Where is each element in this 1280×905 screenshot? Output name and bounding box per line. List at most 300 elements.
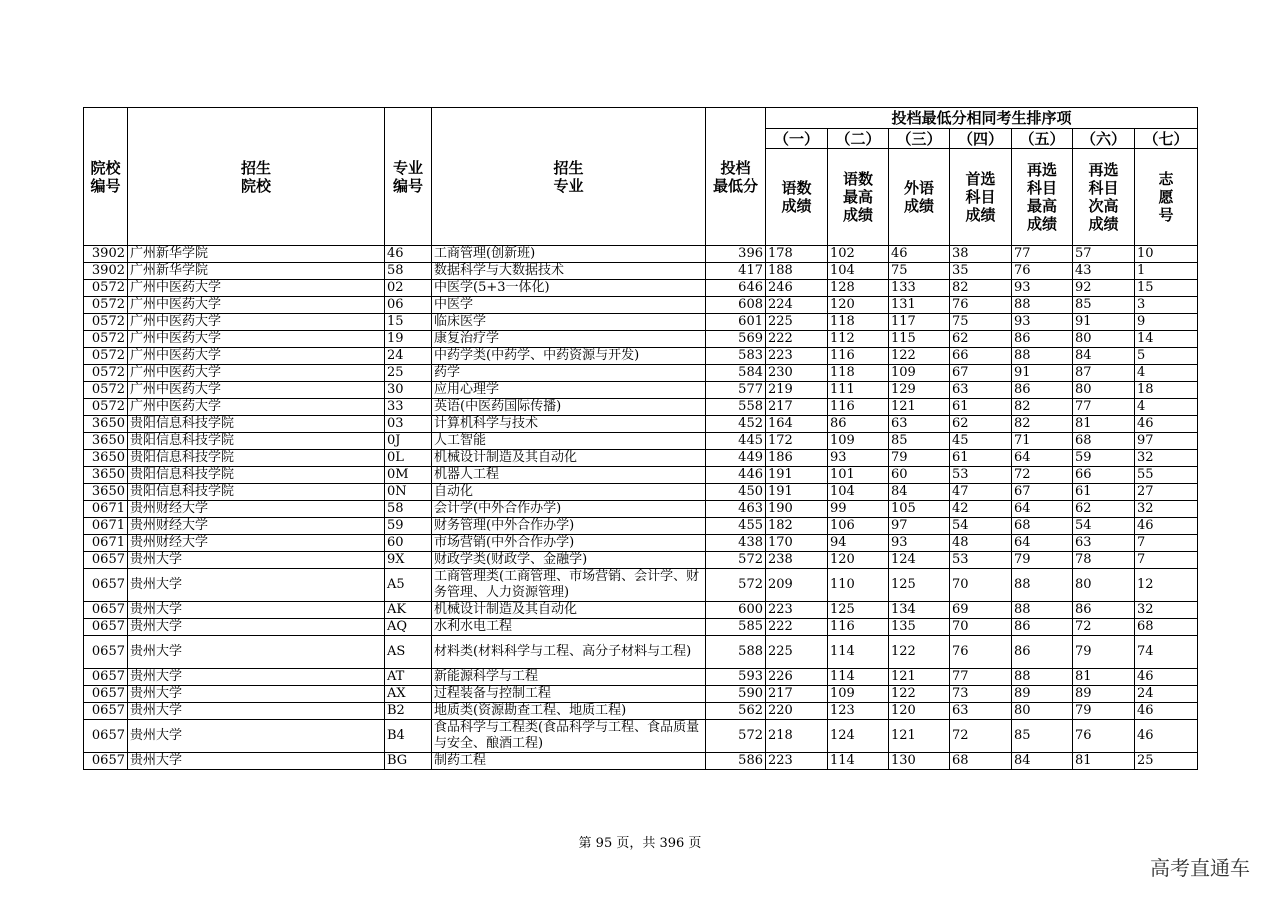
header-ranking-number: （四） bbox=[950, 129, 1012, 149]
score-cell: 121 bbox=[889, 399, 950, 416]
score-cell: 78 bbox=[1073, 552, 1135, 569]
score-cell: 10 bbox=[1135, 246, 1198, 263]
school-code-cell: 3650 bbox=[84, 450, 128, 467]
score-cell: 122 bbox=[889, 636, 950, 669]
header-ranking-number: （五） bbox=[1012, 129, 1073, 149]
score-cell: 76 bbox=[950, 636, 1012, 669]
table-row bbox=[84, 382, 1198, 399]
score-cell: 128 bbox=[828, 280, 889, 297]
score-cell: 61 bbox=[950, 450, 1012, 467]
min-score-cell: 590 bbox=[706, 686, 766, 703]
score-cell: 79 bbox=[1012, 552, 1073, 569]
page-footer: 第 95 页，共 396 页 bbox=[578, 836, 702, 851]
school-code-cell: 0671 bbox=[84, 501, 128, 518]
major-name-cell: 材料类(材料科学与工程、高分子材料与工程) bbox=[432, 636, 706, 669]
score-cell: 101 bbox=[828, 467, 889, 484]
major-code-cell: AX bbox=[385, 686, 432, 703]
table-row bbox=[84, 450, 1198, 467]
major-code-cell: 0J bbox=[385, 433, 432, 450]
table-row bbox=[84, 365, 1198, 382]
major-code-cell: 9X bbox=[385, 552, 432, 569]
score-cell: 77 bbox=[1012, 246, 1073, 263]
score-cell: 72 bbox=[1012, 467, 1073, 484]
school-name-cell: 广州中医药大学 bbox=[128, 348, 385, 365]
min-score-cell: 438 bbox=[706, 535, 766, 552]
major-name-cell: 会计学(中外合作办学) bbox=[432, 501, 706, 518]
school-name-cell: 贵州大学 bbox=[128, 602, 385, 619]
header-ranking-number: （七） bbox=[1135, 129, 1198, 149]
score-cell: 86 bbox=[1073, 602, 1135, 619]
min-score-cell: 586 bbox=[706, 753, 766, 770]
score-cell: 5 bbox=[1135, 348, 1198, 365]
score-cell: 122 bbox=[889, 686, 950, 703]
score-cell: 188 bbox=[766, 263, 828, 280]
major-code-cell: 30 bbox=[385, 382, 432, 399]
school-code-cell: 3902 bbox=[84, 263, 128, 280]
score-cell: 93 bbox=[889, 535, 950, 552]
header-ranking-number: （六） bbox=[1073, 129, 1135, 149]
score-cell: 94 bbox=[828, 535, 889, 552]
header-ranking-number: （三） bbox=[889, 129, 950, 149]
score-cell: 82 bbox=[950, 280, 1012, 297]
score-cell: 121 bbox=[889, 669, 950, 686]
major-name-cell: 人工智能 bbox=[432, 433, 706, 450]
major-code-cell: 02 bbox=[385, 280, 432, 297]
school-name-cell: 贵阳信息科技学院 bbox=[128, 484, 385, 501]
major-code-cell: AK bbox=[385, 602, 432, 619]
major-code-cell: 33 bbox=[385, 399, 432, 416]
score-cell: 62 bbox=[1073, 501, 1135, 518]
score-cell: 81 bbox=[1073, 669, 1135, 686]
major-code-cell: 06 bbox=[385, 297, 432, 314]
major-name-cell: 财政学类(财政学、金融学) bbox=[432, 552, 706, 569]
score-cell: 116 bbox=[828, 399, 889, 416]
school-code-cell: 0572 bbox=[84, 297, 128, 314]
score-cell: 77 bbox=[1073, 399, 1135, 416]
table-row bbox=[84, 416, 1198, 433]
table-row bbox=[84, 348, 1198, 365]
major-code-cell: AQ bbox=[385, 619, 432, 636]
score-cell: 79 bbox=[889, 450, 950, 467]
school-name-cell: 广州中医药大学 bbox=[128, 399, 385, 416]
major-name-cell: 计算机科学与技术 bbox=[432, 416, 706, 433]
score-cell: 62 bbox=[950, 331, 1012, 348]
major-name-cell: 机械设计制造及其自动化 bbox=[432, 450, 706, 467]
major-code-cell: 59 bbox=[385, 518, 432, 535]
min-score-cell: 569 bbox=[706, 331, 766, 348]
school-code-cell: 3650 bbox=[84, 467, 128, 484]
min-score-cell: 572 bbox=[706, 552, 766, 569]
score-cell: 25 bbox=[1135, 753, 1198, 770]
table-row bbox=[84, 602, 1198, 619]
score-cell: 246 bbox=[766, 280, 828, 297]
score-cell: 80 bbox=[1073, 382, 1135, 399]
major-code-cell: AS bbox=[385, 636, 432, 669]
school-name-cell: 贵州大学 bbox=[128, 686, 385, 703]
score-cell: 133 bbox=[889, 280, 950, 297]
school-name-cell: 贵阳信息科技学院 bbox=[128, 450, 385, 467]
score-cell: 68 bbox=[1012, 518, 1073, 535]
table-row bbox=[84, 297, 1198, 314]
score-cell: 88 bbox=[1012, 348, 1073, 365]
school-name-cell: 贵阳信息科技学院 bbox=[128, 433, 385, 450]
major-name-cell: 制药工程 bbox=[432, 753, 706, 770]
score-cell: 77 bbox=[950, 669, 1012, 686]
score-cell: 93 bbox=[1012, 280, 1073, 297]
score-cell: 7 bbox=[1135, 535, 1198, 552]
score-cell: 81 bbox=[1073, 753, 1135, 770]
header-school-code: 院校 编号 bbox=[84, 108, 128, 246]
score-cell: 68 bbox=[1073, 433, 1135, 450]
score-cell: 53 bbox=[950, 467, 1012, 484]
min-score-cell: 572 bbox=[706, 569, 766, 602]
score-cell: 89 bbox=[1012, 686, 1073, 703]
min-score-cell: 646 bbox=[706, 280, 766, 297]
major-name-cell: 地质类(资源勘查工程、地质工程) bbox=[432, 703, 706, 720]
major-code-cell: 46 bbox=[385, 246, 432, 263]
table-row bbox=[84, 703, 1198, 720]
score-cell: 104 bbox=[828, 484, 889, 501]
table-row bbox=[84, 619, 1198, 636]
score-cell: 182 bbox=[766, 518, 828, 535]
score-cell: 9 bbox=[1135, 314, 1198, 331]
score-cell: 88 bbox=[1012, 602, 1073, 619]
score-cell: 131 bbox=[889, 297, 950, 314]
score-cell: 59 bbox=[1073, 450, 1135, 467]
school-code-cell: 0572 bbox=[84, 382, 128, 399]
score-cell: 225 bbox=[766, 314, 828, 331]
major-name-cell: 中医学 bbox=[432, 297, 706, 314]
score-cell: 111 bbox=[828, 382, 889, 399]
school-code-cell: 0657 bbox=[84, 703, 128, 720]
min-score-cell: 583 bbox=[706, 348, 766, 365]
score-cell: 66 bbox=[950, 348, 1012, 365]
score-cell: 63 bbox=[950, 703, 1012, 720]
table-row bbox=[84, 433, 1198, 450]
school-code-cell: 0657 bbox=[84, 636, 128, 669]
score-cell: 223 bbox=[766, 602, 828, 619]
min-score-cell: 601 bbox=[706, 314, 766, 331]
score-cell: 186 bbox=[766, 450, 828, 467]
school-code-cell: 0572 bbox=[84, 348, 128, 365]
min-score-cell: 446 bbox=[706, 467, 766, 484]
score-cell: 4 bbox=[1135, 399, 1198, 416]
score-cell: 76 bbox=[1073, 720, 1135, 753]
school-code-cell: 3650 bbox=[84, 433, 128, 450]
score-cell: 84 bbox=[1012, 753, 1073, 770]
score-cell: 72 bbox=[950, 720, 1012, 753]
score-cell: 85 bbox=[889, 433, 950, 450]
score-cell: 47 bbox=[950, 484, 1012, 501]
school-name-cell: 贵州大学 bbox=[128, 753, 385, 770]
score-cell: 46 bbox=[1135, 720, 1198, 753]
score-cell: 68 bbox=[950, 753, 1012, 770]
score-cell: 85 bbox=[1073, 297, 1135, 314]
score-cell: 106 bbox=[828, 518, 889, 535]
score-cell: 74 bbox=[1135, 636, 1198, 669]
score-cell: 82 bbox=[1012, 416, 1073, 433]
major-name-cell: 工商管理(创新班) bbox=[432, 246, 706, 263]
score-cell: 70 bbox=[950, 619, 1012, 636]
score-cell: 102 bbox=[828, 246, 889, 263]
table-row bbox=[84, 280, 1198, 297]
major-code-cell: BG bbox=[385, 753, 432, 770]
score-cell: 178 bbox=[766, 246, 828, 263]
table-row bbox=[84, 399, 1198, 416]
score-cell: 109 bbox=[828, 686, 889, 703]
score-cell: 87 bbox=[1073, 365, 1135, 382]
score-cell: 110 bbox=[828, 569, 889, 602]
min-score-cell: 562 bbox=[706, 703, 766, 720]
major-code-cell: 15 bbox=[385, 314, 432, 331]
school-name-cell: 广州中医药大学 bbox=[128, 382, 385, 399]
score-cell: 53 bbox=[950, 552, 1012, 569]
score-cell: 191 bbox=[766, 467, 828, 484]
score-cell: 104 bbox=[828, 263, 889, 280]
score-cell: 122 bbox=[889, 348, 950, 365]
score-cell: 92 bbox=[1073, 280, 1135, 297]
score-cell: 45 bbox=[950, 433, 1012, 450]
score-cell: 76 bbox=[1012, 263, 1073, 280]
score-cell: 170 bbox=[766, 535, 828, 552]
major-code-cell: 0M bbox=[385, 467, 432, 484]
score-cell: 114 bbox=[828, 669, 889, 686]
school-code-cell: 0657 bbox=[84, 686, 128, 703]
score-cell: 209 bbox=[766, 569, 828, 602]
score-cell: 190 bbox=[766, 501, 828, 518]
score-cell: 81 bbox=[1073, 416, 1135, 433]
score-cell: 46 bbox=[1135, 703, 1198, 720]
score-cell: 79 bbox=[1073, 703, 1135, 720]
school-name-cell: 贵州财经大学 bbox=[128, 501, 385, 518]
min-score-cell: 445 bbox=[706, 433, 766, 450]
major-code-cell: B2 bbox=[385, 703, 432, 720]
school-code-cell: 0671 bbox=[84, 535, 128, 552]
score-cell: 238 bbox=[766, 552, 828, 569]
score-cell: 24 bbox=[1135, 686, 1198, 703]
school-name-cell: 贵州大学 bbox=[128, 569, 385, 602]
major-code-cell: 03 bbox=[385, 416, 432, 433]
table-row bbox=[84, 263, 1198, 280]
score-cell: 118 bbox=[828, 365, 889, 382]
header-ranking-label: 再选 科目 最高 成绩 bbox=[1012, 149, 1073, 246]
major-name-cell: 新能源科学与工程 bbox=[432, 669, 706, 686]
score-cell: 222 bbox=[766, 619, 828, 636]
score-cell: 64 bbox=[1012, 535, 1073, 552]
min-score-cell: 572 bbox=[706, 720, 766, 753]
table-row bbox=[84, 720, 1198, 753]
score-cell: 27 bbox=[1135, 484, 1198, 501]
score-cell: 38 bbox=[950, 246, 1012, 263]
score-cell: 230 bbox=[766, 365, 828, 382]
score-cell: 93 bbox=[1012, 314, 1073, 331]
major-name-cell: 自动化 bbox=[432, 484, 706, 501]
school-name-cell: 广州中医药大学 bbox=[128, 297, 385, 314]
score-cell: 61 bbox=[1073, 484, 1135, 501]
school-code-cell: 0657 bbox=[84, 602, 128, 619]
score-cell: 97 bbox=[889, 518, 950, 535]
score-cell: 223 bbox=[766, 348, 828, 365]
score-cell: 224 bbox=[766, 297, 828, 314]
score-cell: 112 bbox=[828, 331, 889, 348]
score-cell: 130 bbox=[889, 753, 950, 770]
score-cell: 123 bbox=[828, 703, 889, 720]
school-code-cell: 0657 bbox=[84, 552, 128, 569]
score-cell: 116 bbox=[828, 619, 889, 636]
score-cell: 86 bbox=[1012, 619, 1073, 636]
min-score-cell: 600 bbox=[706, 602, 766, 619]
table-header bbox=[84, 108, 1198, 246]
score-cell: 75 bbox=[889, 263, 950, 280]
header-ranking-label: 志 愿 号 bbox=[1135, 149, 1198, 246]
major-name-cell: 市场营销(中外合作办学) bbox=[432, 535, 706, 552]
major-code-cell: 0L bbox=[385, 450, 432, 467]
major-code-cell: A5 bbox=[385, 569, 432, 602]
header-ranking-number: （一） bbox=[766, 129, 828, 149]
score-cell: 117 bbox=[889, 314, 950, 331]
score-cell: 220 bbox=[766, 703, 828, 720]
score-cell: 3 bbox=[1135, 297, 1198, 314]
score-cell: 75 bbox=[950, 314, 1012, 331]
table-row bbox=[84, 518, 1198, 535]
score-cell: 124 bbox=[889, 552, 950, 569]
header-ranking-label: 语数 最高 成绩 bbox=[828, 149, 889, 246]
school-name-cell: 贵州大学 bbox=[128, 703, 385, 720]
major-name-cell: 中医学(5+3一体化) bbox=[432, 280, 706, 297]
school-code-cell: 0572 bbox=[84, 314, 128, 331]
score-cell: 89 bbox=[1073, 686, 1135, 703]
score-cell: 91 bbox=[1073, 314, 1135, 331]
min-score-cell: 588 bbox=[706, 636, 766, 669]
score-cell: 222 bbox=[766, 331, 828, 348]
table-row bbox=[84, 552, 1198, 569]
table-row bbox=[84, 535, 1198, 552]
score-cell: 12 bbox=[1135, 569, 1198, 602]
table-row bbox=[84, 686, 1198, 703]
school-name-cell: 广州新华学院 bbox=[128, 263, 385, 280]
min-score-cell: 450 bbox=[706, 484, 766, 501]
score-cell: 1 bbox=[1135, 263, 1198, 280]
header-min-score: 投档 最低分 bbox=[706, 108, 766, 246]
score-cell: 84 bbox=[889, 484, 950, 501]
score-cell: 72 bbox=[1073, 619, 1135, 636]
score-cell: 15 bbox=[1135, 280, 1198, 297]
score-cell: 105 bbox=[889, 501, 950, 518]
table-row bbox=[84, 246, 1198, 263]
school-name-cell: 贵州大学 bbox=[128, 552, 385, 569]
school-name-cell: 贵阳信息科技学院 bbox=[128, 416, 385, 433]
table-row bbox=[84, 753, 1198, 770]
header-ranking-label: 首选 科目 成绩 bbox=[950, 149, 1012, 246]
score-cell: 70 bbox=[950, 569, 1012, 602]
table-row bbox=[84, 331, 1198, 348]
score-cell: 42 bbox=[950, 501, 1012, 518]
table-body bbox=[84, 246, 1198, 770]
major-name-cell: 机械设计制造及其自动化 bbox=[432, 602, 706, 619]
score-cell: 116 bbox=[828, 348, 889, 365]
school-name-cell: 广州中医药大学 bbox=[128, 331, 385, 348]
header-ranking-number: （二） bbox=[828, 129, 889, 149]
score-cell: 55 bbox=[1135, 467, 1198, 484]
score-cell: 191 bbox=[766, 484, 828, 501]
min-score-cell: 463 bbox=[706, 501, 766, 518]
school-code-cell: 0572 bbox=[84, 365, 128, 382]
score-cell: 71 bbox=[1012, 433, 1073, 450]
score-cell: 129 bbox=[889, 382, 950, 399]
score-cell: 124 bbox=[828, 720, 889, 753]
table-row bbox=[84, 467, 1198, 484]
score-cell: 99 bbox=[828, 501, 889, 518]
major-code-cell: AT bbox=[385, 669, 432, 686]
score-cell: 61 bbox=[950, 399, 1012, 416]
score-cell: 60 bbox=[889, 467, 950, 484]
score-cell: 4 bbox=[1135, 365, 1198, 382]
score-cell: 57 bbox=[1073, 246, 1135, 263]
major-name-cell: 药学 bbox=[432, 365, 706, 382]
score-cell: 85 bbox=[1012, 720, 1073, 753]
school-code-cell: 0657 bbox=[84, 619, 128, 636]
score-cell: 32 bbox=[1135, 501, 1198, 518]
score-cell: 120 bbox=[828, 552, 889, 569]
header-major-name: 招生 专业 bbox=[432, 108, 706, 246]
min-score-cell: 577 bbox=[706, 382, 766, 399]
school-code-cell: 3650 bbox=[84, 484, 128, 501]
score-cell: 114 bbox=[828, 753, 889, 770]
watermark: 高考直通车 bbox=[1150, 856, 1250, 880]
major-name-cell: 应用心理学 bbox=[432, 382, 706, 399]
score-cell: 217 bbox=[766, 399, 828, 416]
score-cell: 88 bbox=[1012, 669, 1073, 686]
min-score-cell: 585 bbox=[706, 619, 766, 636]
score-cell: 80 bbox=[1073, 569, 1135, 602]
school-code-cell: 0671 bbox=[84, 518, 128, 535]
header-ranking-label: 外语 成绩 bbox=[889, 149, 950, 246]
min-score-cell: 396 bbox=[706, 246, 766, 263]
score-cell: 62 bbox=[950, 416, 1012, 433]
score-cell: 79 bbox=[1073, 636, 1135, 669]
score-cell: 86 bbox=[1012, 382, 1073, 399]
score-cell: 43 bbox=[1073, 263, 1135, 280]
score-cell: 86 bbox=[828, 416, 889, 433]
score-cell: 120 bbox=[828, 297, 889, 314]
score-cell: 46 bbox=[1135, 518, 1198, 535]
major-name-cell: 中药学类(中药学、中药资源与开发) bbox=[432, 348, 706, 365]
score-cell: 7 bbox=[1135, 552, 1198, 569]
score-cell: 80 bbox=[1073, 331, 1135, 348]
score-cell: 97 bbox=[1135, 433, 1198, 450]
score-cell: 76 bbox=[950, 297, 1012, 314]
min-score-cell: 452 bbox=[706, 416, 766, 433]
school-name-cell: 贵州大学 bbox=[128, 720, 385, 753]
table-row bbox=[84, 569, 1198, 602]
table-row bbox=[84, 636, 1198, 669]
score-cell: 63 bbox=[1073, 535, 1135, 552]
header-ranking-label: 语数 成绩 bbox=[766, 149, 828, 246]
score-cell: 46 bbox=[1135, 669, 1198, 686]
score-cell: 69 bbox=[950, 602, 1012, 619]
school-name-cell: 广州中医药大学 bbox=[128, 280, 385, 297]
school-name-cell: 广州中医药大学 bbox=[128, 314, 385, 331]
score-cell: 67 bbox=[1012, 484, 1073, 501]
score-cell: 125 bbox=[889, 569, 950, 602]
major-name-cell: 过程装备与控制工程 bbox=[432, 686, 706, 703]
min-score-cell: 449 bbox=[706, 450, 766, 467]
score-cell: 66 bbox=[1073, 467, 1135, 484]
header-ranking-label: 再选 科目 次高 成绩 bbox=[1073, 149, 1135, 246]
school-code-cell: 3902 bbox=[84, 246, 128, 263]
table-row bbox=[84, 669, 1198, 686]
score-cell: 48 bbox=[950, 535, 1012, 552]
